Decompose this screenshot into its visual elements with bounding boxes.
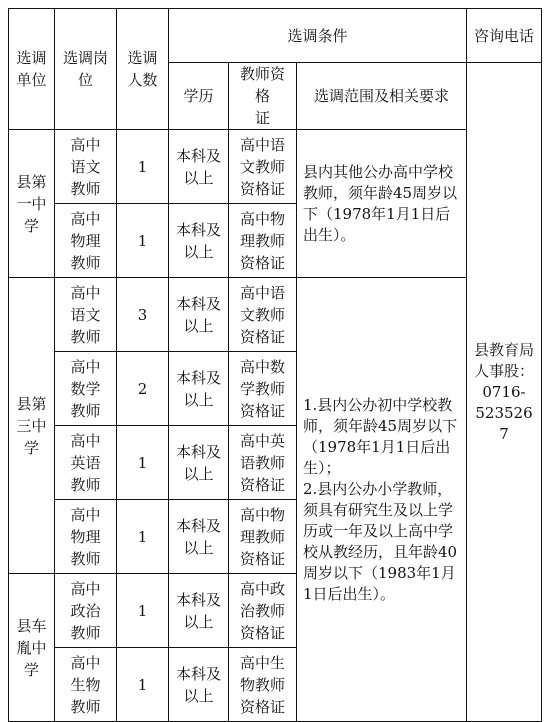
education-cell: 本科及 以上 [169, 500, 229, 574]
scope-cell-school-1: 县内其他公办高中学校教师，须年龄45周岁以下（1978年1月1日后出生）。 [297, 130, 467, 278]
education-cell: 本科及 以上 [169, 204, 229, 278]
certificate-cell: 高中政 治教师 资格证 [229, 574, 297, 648]
header-scope: 选调范围及相关要求 [297, 63, 467, 130]
scope-cell-shared: 1.县内公办初中学校教师，须年龄45周岁以下（1978年1月1日后出生）； 2.县内公办小学教师，须具有研究生及以上学历或一年及以上高中学校从教经历，且年龄40周岁以下（1983年1月1日后出生）。 [297, 278, 467, 722]
count-cell: 1 [117, 426, 169, 500]
count-cell: 1 [117, 574, 169, 648]
recruitment-table [8, 8, 542, 722]
position-cell: 高中 英语 教师 [55, 426, 117, 500]
count-cell: 3 [117, 278, 169, 352]
position-cell: 高中 生物 教师 [55, 648, 117, 722]
count-cell: 1 [117, 648, 169, 722]
position-cell: 高中 语文 教师 [55, 278, 117, 352]
school-name: 县第 一中 学 [9, 130, 55, 278]
certificate-cell: 高中生 物教师 资格证 [229, 648, 297, 722]
count-cell: 2 [117, 352, 169, 426]
header-row-1 [9, 9, 542, 63]
position-cell: 高中 物理 教师 [55, 204, 117, 278]
certificate-cell: 高中语 文教师 资格证 [229, 278, 297, 352]
education-cell: 本科及 以上 [169, 648, 229, 722]
position-cell: 高中 语文 教师 [55, 130, 117, 204]
count-cell: 1 [117, 500, 169, 574]
header-certificate: 教师资格 证 [229, 63, 297, 130]
header-unit: 选调 单位 [9, 9, 55, 130]
header-conditions: 选调条件 [169, 9, 467, 63]
certificate-cell: 高中英 语教师 资格证 [229, 426, 297, 500]
header-contact: 咨询电话 [467, 9, 542, 63]
education-cell: 本科及 以上 [169, 426, 229, 500]
certificate-cell: 高中数 学教师 资格证 [229, 352, 297, 426]
position-cell: 高中 政治 教师 [55, 574, 117, 648]
education-cell: 本科及 以上 [169, 574, 229, 648]
header-count: 选调 人数 [117, 9, 169, 130]
certificate-cell: 高中物 理教师 资格证 [229, 204, 297, 278]
table-row [9, 130, 542, 204]
school-name: 县第 三中 学 [9, 278, 55, 574]
certificate-cell: 高中物 理教师 资格证 [229, 500, 297, 574]
school-name: 县车 胤中 学 [9, 574, 55, 722]
recruitment-table-container [8, 8, 542, 722]
education-cell: 本科及 以上 [169, 352, 229, 426]
count-cell: 1 [117, 130, 169, 204]
count-cell: 1 [117, 204, 169, 278]
education-cell: 本科及 以上 [169, 278, 229, 352]
header-position: 选调岗 位 [55, 9, 117, 130]
education-cell: 本科及 以上 [169, 130, 229, 204]
table-row [9, 278, 542, 352]
contact-info: 县教育局 人事股： 0716- 5235267 [467, 63, 542, 722]
header-education: 学历 [169, 63, 229, 130]
position-cell: 高中 数学 教师 [55, 352, 117, 426]
certificate-cell: 高中语 文教师 资格证 [229, 130, 297, 204]
position-cell: 高中 物理 教师 [55, 500, 117, 574]
